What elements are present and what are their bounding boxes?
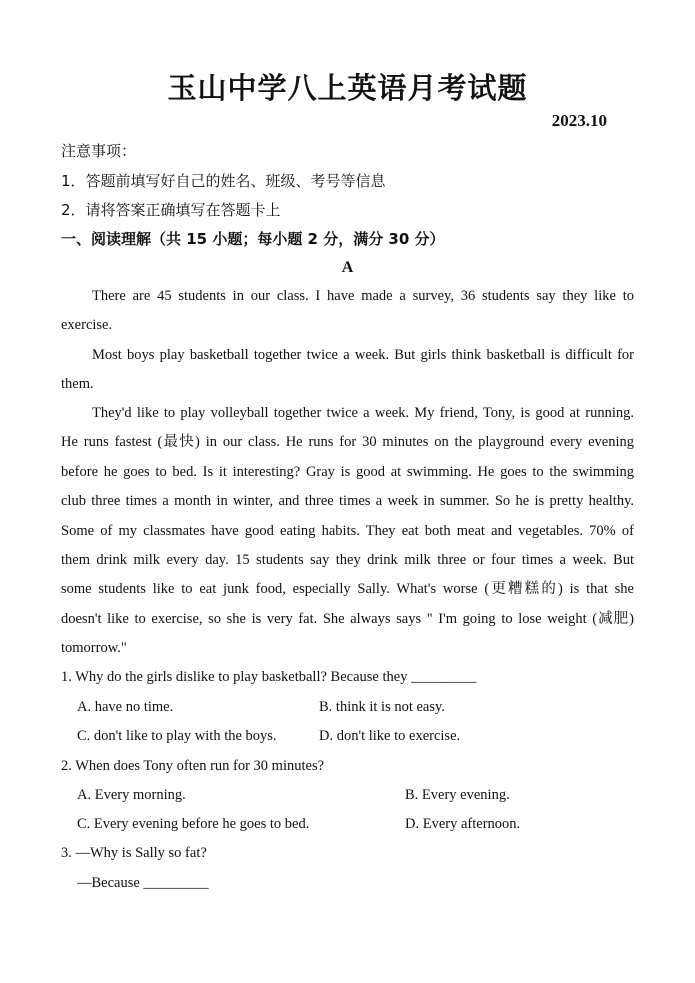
notice-heading: 注意事项： (61, 142, 137, 160)
question-option: A. Every morning. (77, 787, 186, 803)
question-stem: 1. Why do the girls dislike to play basketball? Because they _________ (61, 669, 477, 685)
notice-item: 1．答题前填写好自己的姓名、班级、考号等信息 (61, 172, 386, 190)
section-heading: 一、阅读理解（共 15 小题；每小题 2 分，满分 30 分） (61, 230, 445, 248)
passage-paragraph: They'd like to play volleyball together twice a week. My friend, Tony, is good at running. He runs fastest (最快) in our class. He runs for 30 minutes on the playground every evening before he goes to bed. Is it interesting? Gray is good at swimming. He goes to the swimming club three times a month in winter, and three times a week in summer. So he is pretty healthy. Some of my classmates have good eating habits. They eat both meat and vegetables. 70% of them drink milk every day. 15 students say they drink milk three or four times a week. But some students like to eat junk food, especially Sally. What's worse (更糟糕的) is that she doesn't like to exercise, so she is very fat. She always says " I'm going to lose weight (减肥) tomorrow." (61, 405, 634, 657)
question-option: A. have no time. (77, 699, 174, 715)
question-option: C. don't like to play with the boys. (77, 728, 277, 744)
question-option: D. Every afternoon. (405, 816, 521, 832)
question-option: C. Every evening before he goes to bed. (77, 816, 310, 832)
passage-paragraph: Most boys play basketball together twice a week. But girls think basketball is difficult for them. (61, 347, 634, 393)
question-stem: 3. —Why is Sally so fat? (61, 845, 207, 861)
question-stem: 2. When does Tony often run for 30 minutes? (61, 758, 325, 774)
question-option: D. don't like to exercise. (319, 728, 461, 744)
passage-label: A (341, 259, 354, 276)
notice-item: 2．请将答案正确填写在答题卡上 (61, 201, 281, 219)
question-option: B. think it is not easy. (319, 699, 445, 715)
exam-title: 玉山中学八上英语月考试题 (167, 71, 528, 105)
passage-paragraph: There are 45 students in our class. I have made a survey, 36 students say they like to exercise. (61, 288, 634, 334)
question-option: B. Every evening. (405, 787, 510, 803)
exam-date: 2023.10 (551, 111, 607, 130)
answer-line: —Because _________ (77, 875, 209, 891)
